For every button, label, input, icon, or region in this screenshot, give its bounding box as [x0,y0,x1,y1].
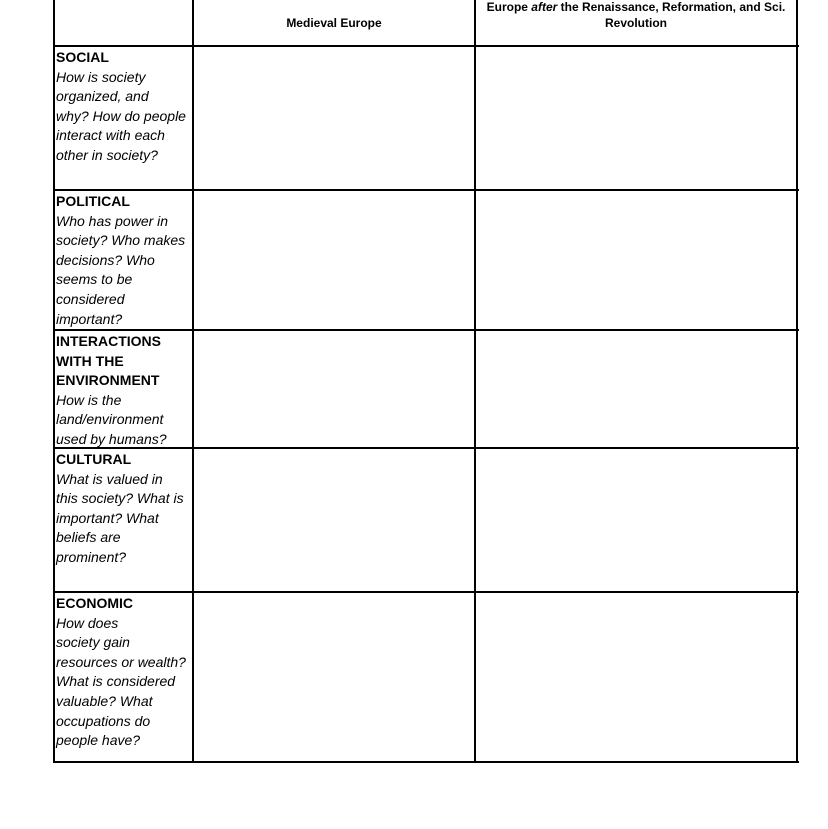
row-label-economic [56,594,194,751]
row-question: How does society gain resources or wealth? What is considered valuable? What occupations do people have? [56,614,186,749]
row-label-cultural [56,450,194,568]
row-question: How is the land/environment used by humans? [56,391,167,447]
row-title: ECONOMIC [56,595,133,611]
row-label-social [56,48,194,166]
header-emphasis: after [531,0,558,14]
table-border [53,761,799,763]
row-question: How is society organized, and why? How do people interact with each other in society? [56,68,186,163]
header-text: Europe [486,0,532,14]
table-border [53,591,799,593]
table-border [53,0,55,763]
table-border [53,189,799,191]
table-border [53,329,799,331]
table-border [796,0,798,763]
header-medieval-europe: Medieval Europe [286,16,382,30]
header-europe-after [483,0,789,31]
table-border [474,0,476,763]
row-title: INTERACTIONS WITH THE ENVIRONMENT [56,333,161,389]
row-label-interactions [56,332,194,450]
row-question: Who has power in society? Who makes decisions? Who seems to be considered important? [56,212,186,327]
row-title: POLITICAL [56,193,130,209]
row-question: What is valued in this society? What is important? What beliefs are prominent? [56,470,184,565]
header-text: the Renaissance, Reformation, and Sci. Revolution [557,0,786,30]
table-border [53,45,799,47]
row-title: CULTURAL [56,451,132,467]
row-label-political [56,192,194,329]
row-title: SOCIAL [56,49,109,65]
